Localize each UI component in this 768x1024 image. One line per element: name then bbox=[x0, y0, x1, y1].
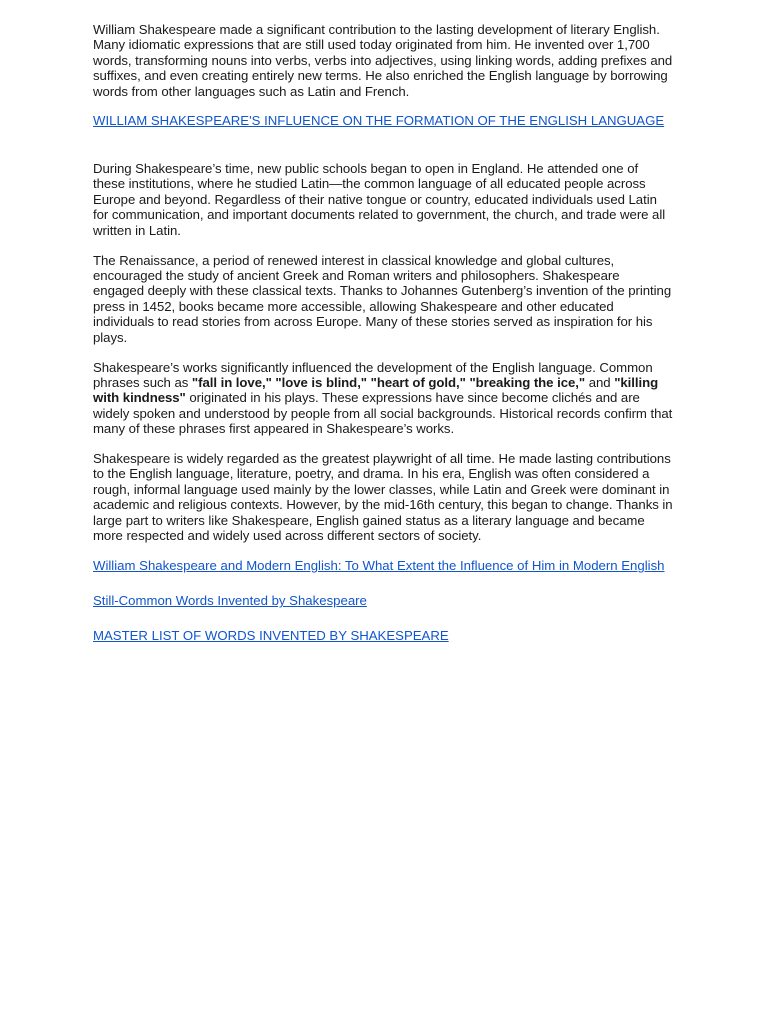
schools-paragraph: During Shakespeare’s time, new public schools began to open in England. He attended one of these institutions, where he studied Latin—the common language of all educated people across Europe and beyond. Regardless of their native tongue or country, educated individuals used Latin for communication, and important documents related to government, the church, and trade were all written in Latin. bbox=[93, 161, 666, 238]
document-page bbox=[93, 22, 673, 644]
phrases-connector: and bbox=[585, 374, 615, 390]
modern-english-link[interactable]: William Shakespeare and Modern English: To What Extent the Influence of Him in Modern English bbox=[93, 558, 665, 574]
renaissance-paragraph: The Renaissance, a period of renewed interest in classical knowledge and global cultures, encouraged the study of ancient Greek and Roman writers and philosophers. Shakespeare engaged deeply with these classical texts. Thanks to Johannes Gutenberg’s invention of the printing press in 1452, books became more accessible, allowing Shakespeare and other educated individuals to read stories from across Europe. Many of these stories served as inspiration for his plays. bbox=[93, 252, 672, 345]
influence-link[interactable]: WILLIAM SHAKESPEARE'S INFLUENCE ON THE FORMATION OF THE ENGLISH LANGUAGE bbox=[93, 113, 665, 129]
playwright-paragraph: Shakespeare is widely regarded as the greatest playwright of all time. He made lasting contributions to the English language, literature, poetry, and drama. In his era, English was often considered a rough, informal language used mainly by the lower classes, while Latin and Greek were dominant in academic and religious contexts. However, by the mid-16th century, this began to change. Thanks in large part to writers like Shakespeare, English gained status as a literary language and became more respected and widely used across different sectors of society. bbox=[93, 451, 673, 544]
still-common-link-block bbox=[93, 592, 673, 609]
master-list-link-block bbox=[93, 627, 673, 644]
phrases-lead-text: Shakespeare’s works significantly influenced the development of the English language. Common phrases such as bbox=[93, 359, 653, 390]
intro-paragraph: William Shakespeare made a significant contribution to the lasting development of literary English. Many idiomatic expressions that are still used today originated from him. He invented over 1,700 words, transforming nouns into verbs, verbs into adjectives, using linking words, adding prefixes and suffixes, and even creating entirely new terms. He also enriched the English language by borrowing words from other languages such as Latin and French. bbox=[93, 22, 673, 99]
modern-english-link-block bbox=[93, 557, 673, 574]
influence-link-block bbox=[93, 112, 673, 129]
phrases-bold-list: "fall in love," "love is blind," "heart of gold," "breaking the ice," bbox=[191, 374, 586, 390]
master-list-link[interactable]: MASTER LIST OF WORDS INVENTED BY SHAKESPEARE bbox=[93, 628, 449, 644]
still-common-link[interactable]: Still-Common Words Invented by Shakespeare bbox=[93, 593, 367, 609]
phrases-paragraph bbox=[93, 360, 673, 437]
phrases-bold-kindness: "killing with kindness" bbox=[93, 374, 659, 406]
spacer bbox=[93, 129, 673, 161]
phrases-tail-text: originated in his plays. These expressions have since become clichés and are widely spoken and understood by people from all social backgrounds. Historical records confirm that many of these phrases first appeared in Shakespeare’s works. bbox=[93, 390, 673, 437]
